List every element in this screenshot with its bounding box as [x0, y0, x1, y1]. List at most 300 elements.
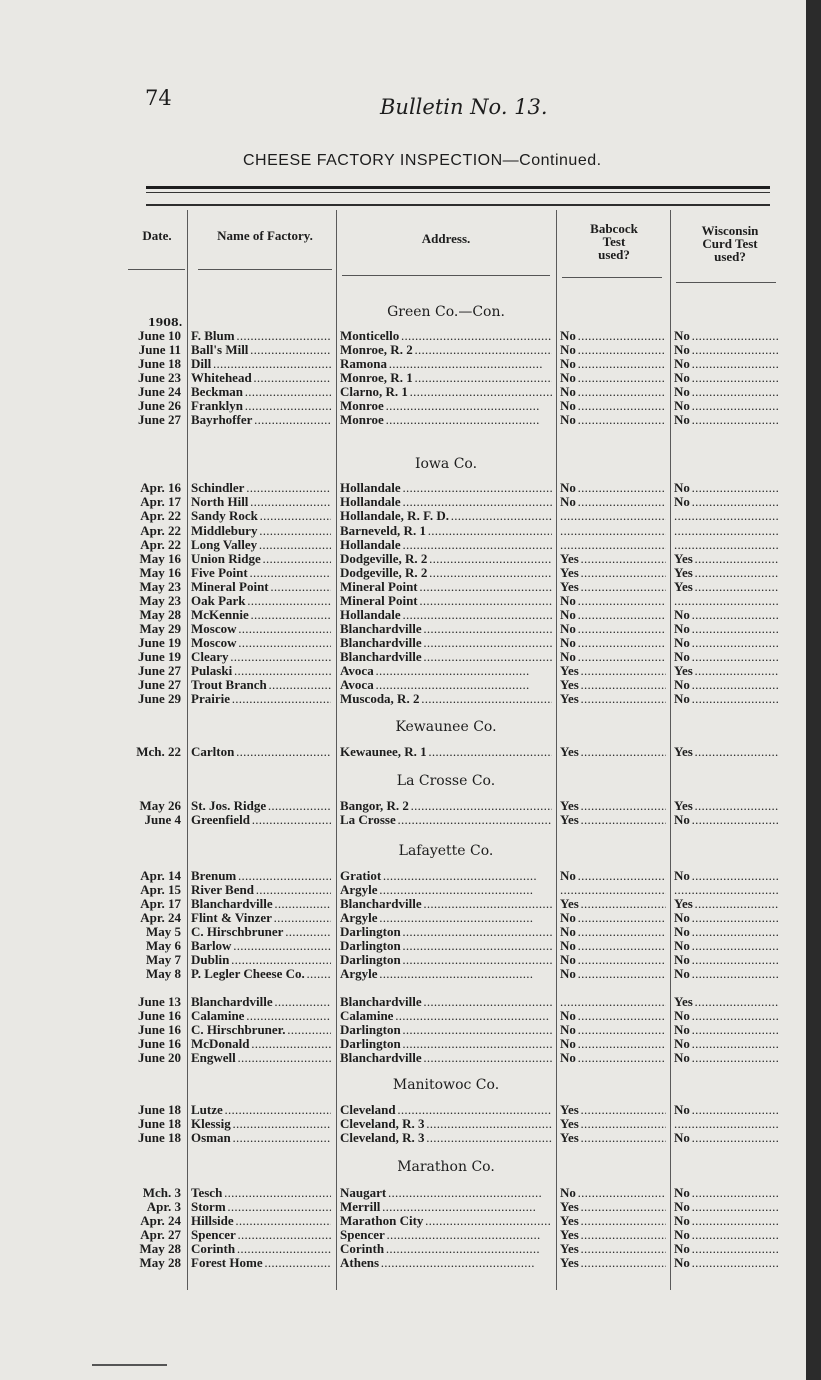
- address-cell: [340, 524, 552, 538]
- address-cell: [340, 869, 552, 883]
- wisconsin-cell: [674, 678, 778, 692]
- date-cell-text: May 23: [139, 594, 181, 608]
- factory-cell-text: Corinth: [191, 1242, 236, 1256]
- babcock-cell-text: No: [560, 357, 576, 371]
- date-cell: [115, 1131, 185, 1145]
- date-cell-text: May 16: [139, 566, 181, 580]
- header-wisconsin-line: Wisconsin: [701, 223, 759, 238]
- address-cell: [340, 399, 552, 413]
- wisconsin-cell-text: No: [674, 636, 690, 650]
- leader-dots: [579, 1242, 666, 1256]
- wisconsin-cell-text: No: [674, 813, 690, 827]
- factory-cell: [191, 329, 331, 343]
- leader-dots: [222, 1186, 331, 1200]
- county-heading: Green Co.—Con.: [387, 304, 505, 320]
- address-cell: [340, 413, 552, 427]
- wisconsin-cell: [674, 1214, 778, 1228]
- table-row: [0, 883, 806, 897]
- address-cell: [340, 1037, 552, 1051]
- date-cell: [115, 1214, 185, 1228]
- table-row: [0, 1009, 806, 1023]
- babcock-cell: [560, 745, 666, 759]
- wisconsin-cell: [674, 357, 778, 371]
- wisconsin-cell: [674, 552, 778, 566]
- babcock-cell-text: Yes: [560, 566, 579, 580]
- county-heading: Lafayette Co.: [398, 843, 494, 859]
- leader-dots: [579, 692, 666, 706]
- babcock-cell-text: No: [560, 925, 576, 939]
- address-cell: [340, 1023, 552, 1037]
- babcock-cell-text: No: [560, 371, 576, 385]
- babcock-cell-text: No: [560, 636, 576, 650]
- wisconsin-cell: [674, 897, 778, 911]
- table-row: [0, 343, 806, 357]
- leader-dots: [693, 664, 778, 678]
- table-row: [0, 371, 806, 385]
- date-cell: [115, 1117, 185, 1131]
- date-cell: [115, 1186, 185, 1200]
- wisconsin-cell: [674, 509, 778, 523]
- leader-dots: [674, 509, 778, 523]
- leader-dots: [401, 1023, 552, 1037]
- factory-cell-text: Trout Branch: [191, 678, 267, 692]
- leader-dots: [690, 1009, 778, 1023]
- wisconsin-cell-text: No: [674, 1103, 690, 1117]
- date-cell-text: Apr. 27: [140, 1228, 181, 1242]
- table-row: [0, 967, 806, 981]
- babcock-cell: [560, 925, 666, 939]
- header-babcock-line: Test: [602, 234, 626, 249]
- wisconsin-cell: [674, 524, 778, 538]
- leader-dots: [560, 538, 666, 552]
- table-row: [0, 608, 806, 622]
- leader-dots: [576, 608, 666, 622]
- date-cell: [115, 995, 185, 1009]
- address-cell-text: Monroe: [340, 413, 384, 427]
- leader-dots: [693, 552, 778, 566]
- date-cell-text: May 26: [139, 799, 181, 813]
- babcock-cell-text: No: [560, 399, 576, 413]
- leader-dots: [229, 650, 331, 664]
- leader-dots: [576, 1037, 666, 1051]
- leader-dots: [426, 524, 552, 538]
- date-cell-text: June 10: [138, 329, 181, 343]
- leader-dots: [401, 608, 552, 622]
- address-cell-text: Muscoda, R. 2: [340, 692, 420, 706]
- wisconsin-cell: [674, 1186, 778, 1200]
- address-cell: [340, 897, 552, 911]
- wisconsin-cell-text: Yes: [674, 745, 693, 759]
- leader-dots: [579, 799, 666, 813]
- babcock-cell: [560, 1256, 666, 1270]
- address-cell: [340, 883, 552, 897]
- wisconsin-cell-text: No: [674, 939, 690, 953]
- babcock-cell-text: No: [560, 953, 576, 967]
- leader-dots: [234, 1214, 331, 1228]
- factory-cell: [191, 813, 331, 827]
- leader-dots: [257, 524, 331, 538]
- leader-dots: [576, 967, 666, 981]
- leader-dots: [690, 1214, 778, 1228]
- wisconsin-cell: [674, 1228, 778, 1242]
- wisconsin-cell: [674, 745, 778, 759]
- leader-dots: [690, 953, 778, 967]
- babcock-cell-text: No: [560, 329, 576, 343]
- leader-dots: [690, 678, 778, 692]
- address-cell-text: Blanchardville: [340, 1051, 422, 1065]
- factory-cell-text: McKennie: [191, 608, 249, 622]
- babcock-cell: [560, 813, 666, 827]
- factory-cell: [191, 911, 331, 925]
- factory-cell: [191, 1103, 331, 1117]
- leader-dots: [576, 925, 666, 939]
- leader-dots: [674, 883, 778, 897]
- wisconsin-cell: [674, 608, 778, 622]
- leader-dots: [231, 939, 331, 953]
- leader-dots: [576, 481, 666, 495]
- leader-dots: [386, 1186, 540, 1200]
- year-label: 1908.: [148, 316, 183, 329]
- babcock-cell-text: No: [560, 622, 576, 636]
- address-cell: [340, 481, 552, 495]
- date-cell: [115, 939, 185, 953]
- date-cell: [115, 636, 185, 650]
- address-cell-text: Blanchardville: [340, 650, 422, 664]
- factory-cell-text: McDonald: [191, 1037, 250, 1051]
- babcock-cell: [560, 329, 666, 343]
- factory-cell-text: Spencer: [191, 1228, 236, 1242]
- factory-cell: [191, 343, 331, 357]
- wisconsin-cell-text: No: [674, 343, 690, 357]
- leader-dots: [237, 636, 332, 650]
- table-row: [0, 385, 806, 399]
- babcock-cell-text: No: [560, 608, 576, 622]
- date-cell: [115, 608, 185, 622]
- leader-dots: [693, 897, 778, 911]
- leader-dots: [579, 897, 666, 911]
- date-cell: [115, 413, 185, 427]
- address-cell-text: Darlington: [340, 953, 401, 967]
- factory-cell: [191, 566, 331, 580]
- leader-dots: [223, 1103, 331, 1117]
- date-cell: [115, 678, 185, 692]
- leader-dots: [674, 594, 778, 608]
- date-cell-text: Apr. 17: [140, 897, 181, 911]
- leader-dots: [401, 953, 552, 967]
- date-cell-text: June 26: [138, 399, 181, 413]
- leader-dots: [422, 995, 552, 1009]
- leader-dots: [384, 413, 538, 427]
- leader-dots: [690, 1200, 778, 1214]
- babcock-cell-text: No: [560, 594, 576, 608]
- leader-dots: [579, 678, 666, 692]
- leader-dots: [690, 385, 778, 399]
- address-cell: [340, 1242, 552, 1256]
- factory-cell: [191, 939, 331, 953]
- wisconsin-cell: [674, 594, 778, 608]
- table-row: [0, 495, 806, 509]
- address-cell: [340, 509, 552, 523]
- leader-dots: [690, 636, 778, 650]
- factory-cell-text: Prairie: [191, 692, 230, 706]
- address-cell-text: Argyle: [340, 911, 378, 925]
- address-cell: [340, 1131, 552, 1145]
- leader-dots: [576, 953, 666, 967]
- wisconsin-cell: [674, 495, 778, 509]
- leader-dots: [378, 911, 532, 925]
- wisconsin-cell-text: No: [674, 1200, 690, 1214]
- date-cell: [115, 953, 185, 967]
- address-cell: [340, 357, 552, 371]
- wisconsin-cell-text: No: [674, 1186, 690, 1200]
- babcock-cell: [560, 911, 666, 925]
- leader-dots: [690, 622, 778, 636]
- babcock-cell: [560, 371, 666, 385]
- babcock-cell: [560, 1117, 666, 1131]
- table-row: [0, 745, 806, 759]
- babcock-cell: [560, 509, 666, 523]
- leader-dots: [560, 995, 666, 1009]
- babcock-cell: [560, 1214, 666, 1228]
- wisconsin-cell-text: No: [674, 622, 690, 636]
- leader-dots: [576, 1023, 666, 1037]
- address-cell: [340, 329, 552, 343]
- factory-cell: [191, 357, 331, 371]
- address-cell-text: Cleveland: [340, 1103, 396, 1117]
- date-cell: [115, 911, 185, 925]
- factory-cell-text: Cleary: [191, 650, 229, 664]
- wisconsin-cell-text: No: [674, 1214, 690, 1228]
- factory-cell-text: Long Valley: [191, 538, 258, 552]
- babcock-cell: [560, 953, 666, 967]
- date-cell: [115, 692, 185, 706]
- leader-dots: [449, 509, 552, 523]
- babcock-cell: [560, 1228, 666, 1242]
- address-cell: [340, 343, 552, 357]
- leader-dots: [244, 1009, 331, 1023]
- address-cell: [340, 692, 552, 706]
- factory-cell-text: Brenum: [191, 869, 237, 883]
- leader-dots: [576, 594, 666, 608]
- babcock-cell: [560, 357, 666, 371]
- babcock-cell: [560, 664, 666, 678]
- date-cell: [115, 509, 185, 523]
- table-top-rule: [146, 204, 770, 206]
- babcock-cell-text: Yes: [560, 1117, 579, 1131]
- address-cell-text: Monroe, R. 1: [340, 371, 413, 385]
- babcock-cell: [560, 538, 666, 552]
- babcock-cell: [560, 385, 666, 399]
- babcock-cell-text: No: [560, 911, 576, 925]
- table-row: [0, 636, 806, 650]
- date-cell: [115, 1051, 185, 1065]
- factory-cell: [191, 1242, 331, 1256]
- factory-cell-text: St. Jos. Ridge: [191, 799, 267, 813]
- babcock-cell-text: No: [560, 1037, 576, 1051]
- address-cell-text: Cleveland, R. 3: [340, 1117, 425, 1131]
- leader-dots: [576, 622, 666, 636]
- factory-cell: [191, 799, 331, 813]
- leader-dots: [413, 371, 552, 385]
- header-wisconsin: [674, 224, 786, 263]
- factory-cell-text: Storm: [191, 1200, 226, 1214]
- address-cell-text: Darlington: [340, 1023, 401, 1037]
- date-cell-text: June 18: [138, 1131, 181, 1145]
- address-cell-text: Blanchardville: [340, 622, 422, 636]
- table-row: [0, 813, 806, 827]
- factory-cell: [191, 594, 331, 608]
- leader-dots: [576, 495, 666, 509]
- wisconsin-cell: [674, 329, 778, 343]
- leader-dots: [690, 495, 778, 509]
- header-underline: [128, 269, 185, 270]
- table-row: [0, 1186, 806, 1200]
- leader-dots: [235, 329, 331, 343]
- factory-cell-text: River Bend: [191, 883, 254, 897]
- babcock-cell: [560, 622, 666, 636]
- factory-cell: [191, 678, 331, 692]
- table-row: [0, 566, 806, 580]
- leader-dots: [690, 413, 778, 427]
- address-cell: [340, 967, 552, 981]
- babcock-cell-text: No: [560, 413, 576, 427]
- leader-dots: [269, 580, 331, 594]
- table-row: [0, 939, 806, 953]
- address-cell: [340, 911, 552, 925]
- address-cell-text: Darlington: [340, 939, 401, 953]
- address-cell-text: Hollandale: [340, 538, 401, 552]
- address-cell: [340, 664, 552, 678]
- factory-cell-text: C. Hirschbruner: [191, 925, 284, 939]
- leader-dots: [384, 399, 538, 413]
- factory-cell: [191, 580, 331, 594]
- leader-dots: [236, 1228, 331, 1242]
- leader-dots: [231, 1117, 331, 1131]
- date-cell-text: Apr. 24: [140, 911, 181, 925]
- babcock-cell-text: Yes: [560, 1256, 579, 1270]
- date-cell-text: June 29: [138, 692, 181, 706]
- babcock-cell: [560, 939, 666, 953]
- leader-dots: [401, 495, 552, 509]
- date-cell: [115, 399, 185, 413]
- babcock-cell: [560, 1200, 666, 1214]
- date-cell: [115, 883, 185, 897]
- factory-cell: [191, 1037, 331, 1051]
- factory-cell: [191, 636, 331, 650]
- address-cell: [340, 580, 552, 594]
- table-row: [0, 329, 806, 343]
- leader-dots: [409, 799, 552, 813]
- leader-dots: [384, 1242, 538, 1256]
- leader-dots: [690, 650, 778, 664]
- address-cell-text: La Crosse: [340, 813, 396, 827]
- wisconsin-cell: [674, 1242, 778, 1256]
- date-cell-text: June 4: [144, 813, 181, 827]
- factory-cell-text: Sandy Rock: [191, 509, 258, 523]
- address-cell: [340, 1009, 552, 1023]
- table-row: [0, 678, 806, 692]
- wisconsin-cell: [674, 1051, 778, 1065]
- factory-cell-text: P. Legler Cheese Co.: [191, 967, 305, 981]
- address-cell-text: Bangor, R. 2: [340, 799, 409, 813]
- factory-cell: [191, 883, 331, 897]
- date-cell-text: June 19: [138, 650, 181, 664]
- date-cell-text: June 16: [138, 1009, 181, 1023]
- date-cell-text: Apr. 22: [140, 524, 181, 538]
- factory-cell: [191, 1200, 331, 1214]
- leader-dots: [674, 538, 778, 552]
- leader-dots: [423, 1214, 552, 1228]
- babcock-cell-text: Yes: [560, 745, 579, 759]
- leader-dots: [690, 357, 778, 371]
- wisconsin-cell: [674, 343, 778, 357]
- date-cell: [115, 745, 185, 759]
- factory-cell: [191, 1023, 331, 1037]
- date-cell: [115, 343, 185, 357]
- date-cell-text: June 27: [138, 664, 181, 678]
- factory-cell: [191, 371, 331, 385]
- date-cell-text: June 19: [138, 636, 181, 650]
- table-row: [0, 580, 806, 594]
- date-cell: [115, 1037, 185, 1051]
- address-cell-text: Athens: [340, 1256, 380, 1270]
- leader-dots: [401, 538, 552, 552]
- leader-dots: [401, 481, 552, 495]
- header-factory: Name of Factory.: [217, 228, 313, 243]
- running-head: Bulletin No. 13.: [380, 95, 548, 119]
- address-cell-text: Gratiot: [340, 869, 382, 883]
- factory-cell-text: Union Ridge: [191, 552, 261, 566]
- leader-dots: [237, 622, 332, 636]
- factory-cell-text: Five Point: [191, 566, 248, 580]
- address-cell-text: Merrill: [340, 1200, 381, 1214]
- wisconsin-cell-text: No: [674, 357, 690, 371]
- date-cell-text: June 18: [138, 1117, 181, 1131]
- address-cell: [340, 636, 552, 650]
- leader-dots: [248, 566, 331, 580]
- date-cell: [115, 481, 185, 495]
- date-cell-text: May 28: [139, 1242, 181, 1256]
- table-row: [0, 622, 806, 636]
- leader-dots: [690, 371, 778, 385]
- leader-dots: [690, 343, 778, 357]
- table-row: [0, 399, 806, 413]
- date-cell-text: Apr. 22: [140, 509, 181, 523]
- leader-dots: [425, 1117, 553, 1131]
- address-cell: [340, 622, 552, 636]
- leader-dots: [690, 911, 778, 925]
- wisconsin-cell: [674, 650, 778, 664]
- header-babcock-line: Babcock: [590, 221, 638, 236]
- factory-cell: [191, 538, 331, 552]
- wisconsin-cell-text: Yes: [674, 664, 693, 678]
- address-cell: [340, 953, 552, 967]
- date-cell-text: May 16: [139, 552, 181, 566]
- leader-dots: [408, 385, 552, 399]
- factory-cell: [191, 745, 331, 759]
- leader-dots: [690, 1242, 778, 1256]
- factory-cell-text: Moscow: [191, 636, 237, 650]
- wisconsin-cell-text: No: [674, 329, 690, 343]
- date-cell-text: May 7: [145, 953, 181, 967]
- county-heading: Manitowoc Co.: [392, 1077, 500, 1093]
- babcock-cell-text: No: [560, 967, 576, 981]
- leader-dots: [690, 1131, 778, 1145]
- table-row: [0, 953, 806, 967]
- factory-cell-text: Hillside: [191, 1214, 234, 1228]
- address-cell-text: Blanchardville: [340, 897, 422, 911]
- leader-dots: [560, 509, 666, 523]
